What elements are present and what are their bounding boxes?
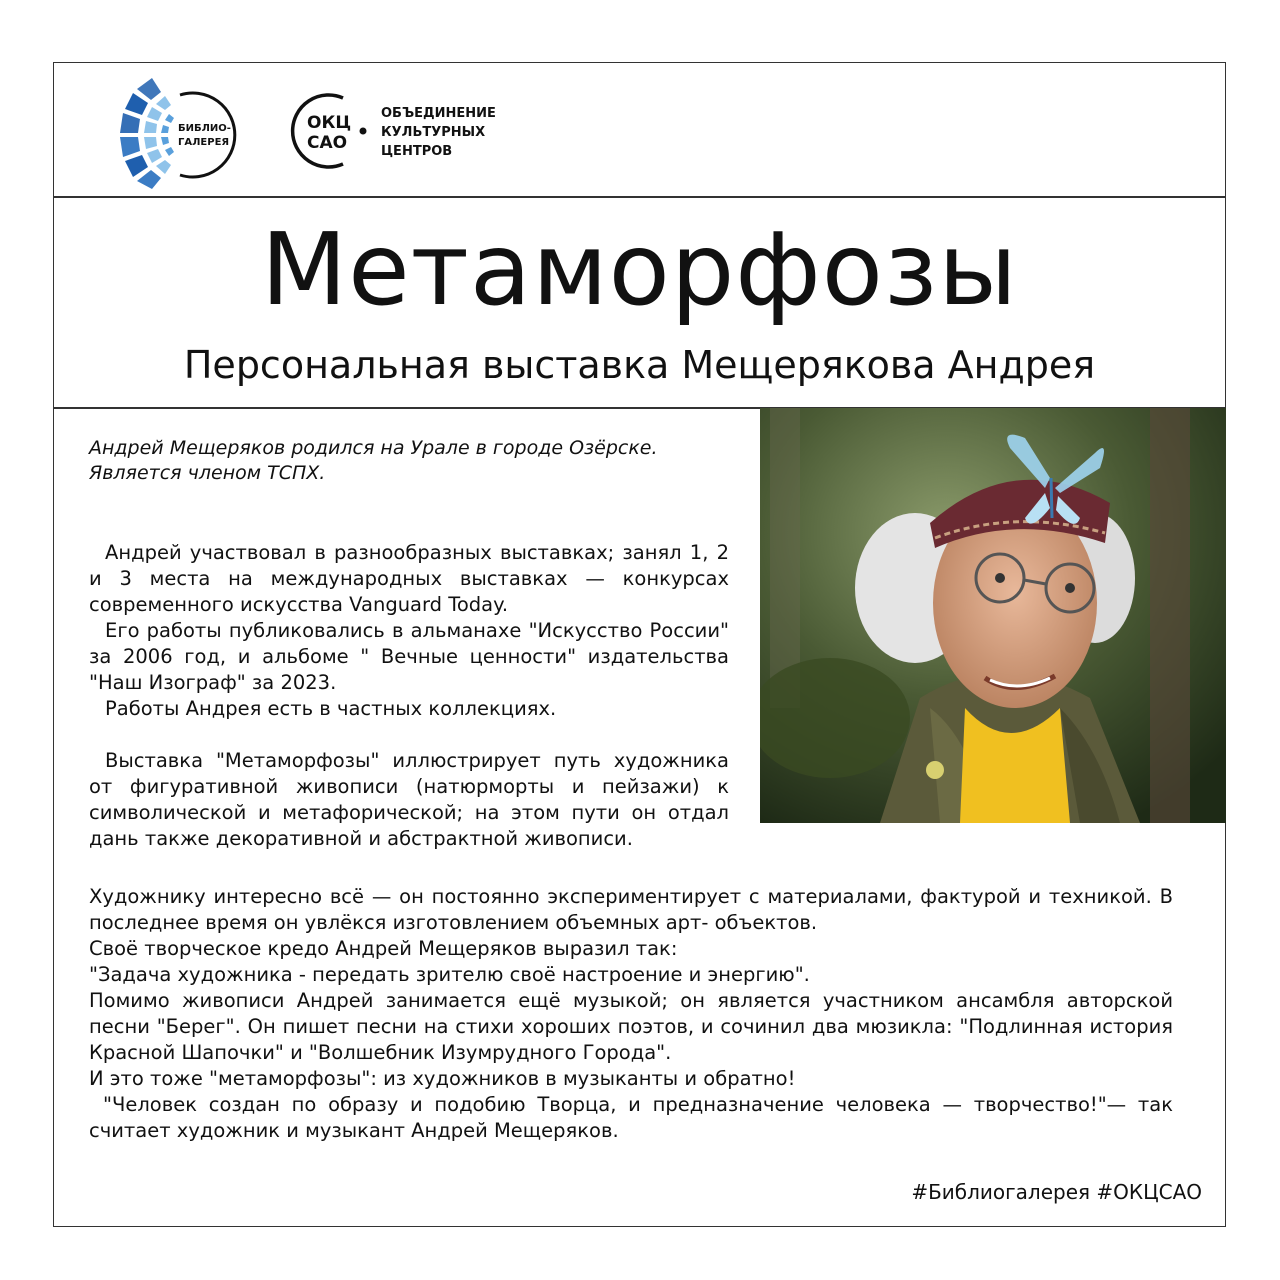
- svg-text:ГАЛЕРЕЯ: ГАЛЕРЕЯ: [178, 137, 230, 148]
- intro-birthplace: Андрей Мещеряков родился на Урале в городе Озёрске.: [89, 437, 658, 459]
- svg-text:ОКЦ: ОКЦ: [307, 113, 352, 133]
- bio-paragraph-exhibition-theme: Выставка "Метаморфозы" иллюстрирует путь художника от фигуративной живописи (натюрморты и пейзажи) к символической и метафорической; на этом пути он отдал дань также декоративной и абстрактной живописи.: [89, 749, 729, 850]
- intro-membership: Является членом ТСПХ.: [89, 462, 326, 484]
- bio-paragraph-credo-quote: "Задача художника - передать зрителю своё настроение и энергию".: [89, 963, 810, 986]
- bio-paragraph-metamorphoses: И это тоже "метаморфозы": из художников в музыканты и обратно!: [89, 1067, 796, 1090]
- okc-cao-logo: [283, 86, 543, 176]
- intro-block: [89, 436, 729, 486]
- hashtags: #Библиогалерея #ОКЦСАО: [911, 1180, 1202, 1204]
- bio-paragraph-experiments: Художнику интересно всё — он постоянно экспериментирует с материалами, фактурой и техникой. В последнее время он увлёкся изготовлением объемных арт- объектов.: [89, 885, 1173, 934]
- header-divider: [53, 196, 1226, 198]
- bio-paragraph-music: Помимо живописи Андрей занимается ещё музыкой; он является участником ансамбля авторской песни "Берег". Он пишет песни на стихи хороших поэтов, и сочинил два мюзикла: "Подлинная история Красной Шапочки" и "Волшебник Изумрудного Города".: [89, 989, 1173, 1064]
- artist-photo: [760, 408, 1226, 823]
- page-title: Метаморфозы: [260, 211, 1019, 328]
- bibliogallery-logo: [118, 75, 248, 190]
- bio-paragraph-publications: Его работы публиковались в альманахе "Искусство России" за 2006 год, и альбоме " Вечные ценности" издательства "Наш Изограф" за 2023.: [89, 619, 729, 694]
- bio-paragraph-collections: Работы Андрея есть в частных коллекциях.: [105, 697, 557, 720]
- page-subtitle: Персональная выставка Мещерякова Андрея: [183, 343, 1096, 387]
- svg-text:КУЛЬТУРНЫХ: КУЛЬТУРНЫХ: [381, 125, 486, 140]
- svg-text:САО: САО: [307, 133, 348, 153]
- bio-paragraph-exhibitions: Андрей участвовал в разнообразных выставках; занял 1, 2 и 3 места на международных выставках — конкурсах современного искусства Vanguard Today.: [89, 541, 729, 616]
- bio-paragraph-closing-quote: "Человек создан по образу и подобию Творца, и предназначение человека — творчество!"— так считает художник и музыкант Андрей Мещеряков.: [89, 1093, 1173, 1142]
- svg-text:БИБЛИО-: БИБЛИО-: [178, 123, 231, 134]
- bio-paragraph-credo-intro: Своё творческое кредо Андрей Мещеряков выразил так:: [89, 937, 678, 960]
- bio-wide-section: [89, 884, 1173, 1144]
- svg-text:ОБЪЕДИНЕНИЕ: ОБЪЕДИНЕНИЕ: [381, 106, 496, 121]
- bio-column: [89, 540, 729, 852]
- svg-text:ЦЕНТРОВ: ЦЕНТРОВ: [381, 144, 453, 159]
